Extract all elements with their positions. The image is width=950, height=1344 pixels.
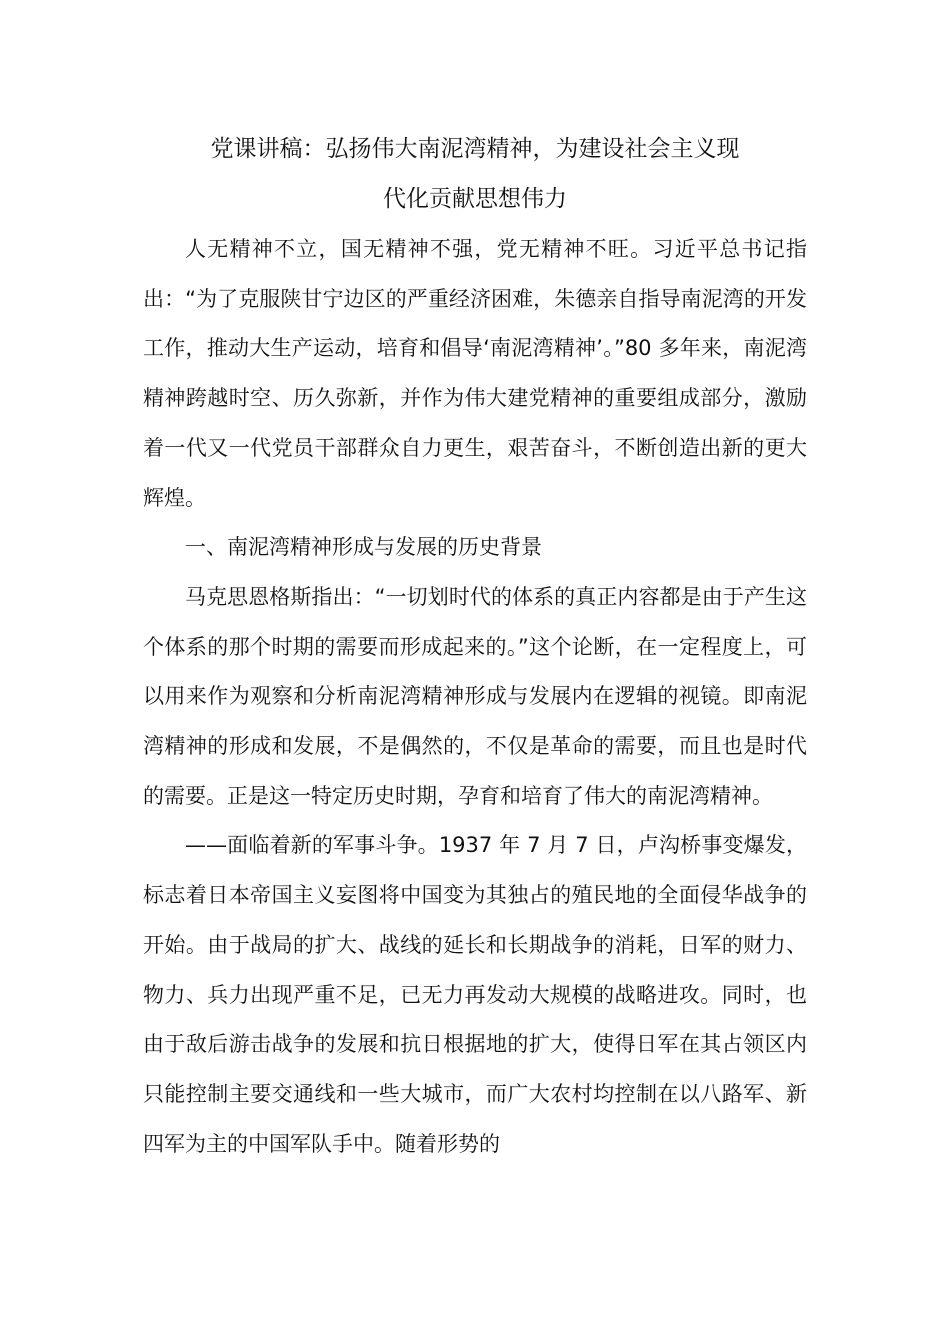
document-title-line-1: 党课讲稿：弘扬伟大南泥湾精神，为建设社会主义现 <box>210 136 740 162</box>
section-heading: 一、南泥湾精神形成与发展的历史背景 <box>185 535 542 560</box>
intro-paragraph: 人无精神不立，国无精神不强，党无精神不旺。习近平总书记指出：“为了克服陕甘宁边区的严重经济困难，朱德亲自指导南泥湾的开发工作，推动大生产运动，培育和倡导‘南泥湾精神’。”80 多年来，南泥湾精神跨越时空、历久弥新，并作为伟大建党精神的重要组成部分，激励着一代又一代党员干部群众自力更生，艰苦奋斗，不断创造出新的更大辉煌。 <box>143 237 807 510</box>
body-paragraph: ——面临着新的军事斗争。1937 年 7 月 7 日，卢沟桥事变爆发，标志着日本帝国主义妄图将中国变为其独占的殖民地的全面侵华战争的开始。由于战局的扩大、战线的延长和长期战争的消耗，日军的财力、物力、兵力出现严重不足，已无力再发动大规模的战略进攻。同时，也由于敌后游击战争的发展和抗日根据地的扩大，使得日军在其占领区内只能控制主要交通线和一些大城市，而广大农村均控制在以八路军、新四军为主的中国军队手中。随着形势的 <box>143 833 807 1156</box>
body-paragraph: 马克思恩格斯指出：“一切划时代的体系的真正内容都是由于产生这个体系的那个时期的需要而形成起来的。”这个论断，在一定程度上，可以用来作为观察和分析南泥湾精神形成与发展内在逻辑的视镜。即南泥湾精神的形成和发展，不是偶然的，不仅是革命的需要，而且也是时代的需要。正是这一特定历史时期，孕育和培育了伟大的南泥湾精神。 <box>143 584 807 808</box>
document-body <box>143 225 807 1169</box>
document-title-line-2: 代化贡献思想伟力 <box>383 186 567 212</box>
